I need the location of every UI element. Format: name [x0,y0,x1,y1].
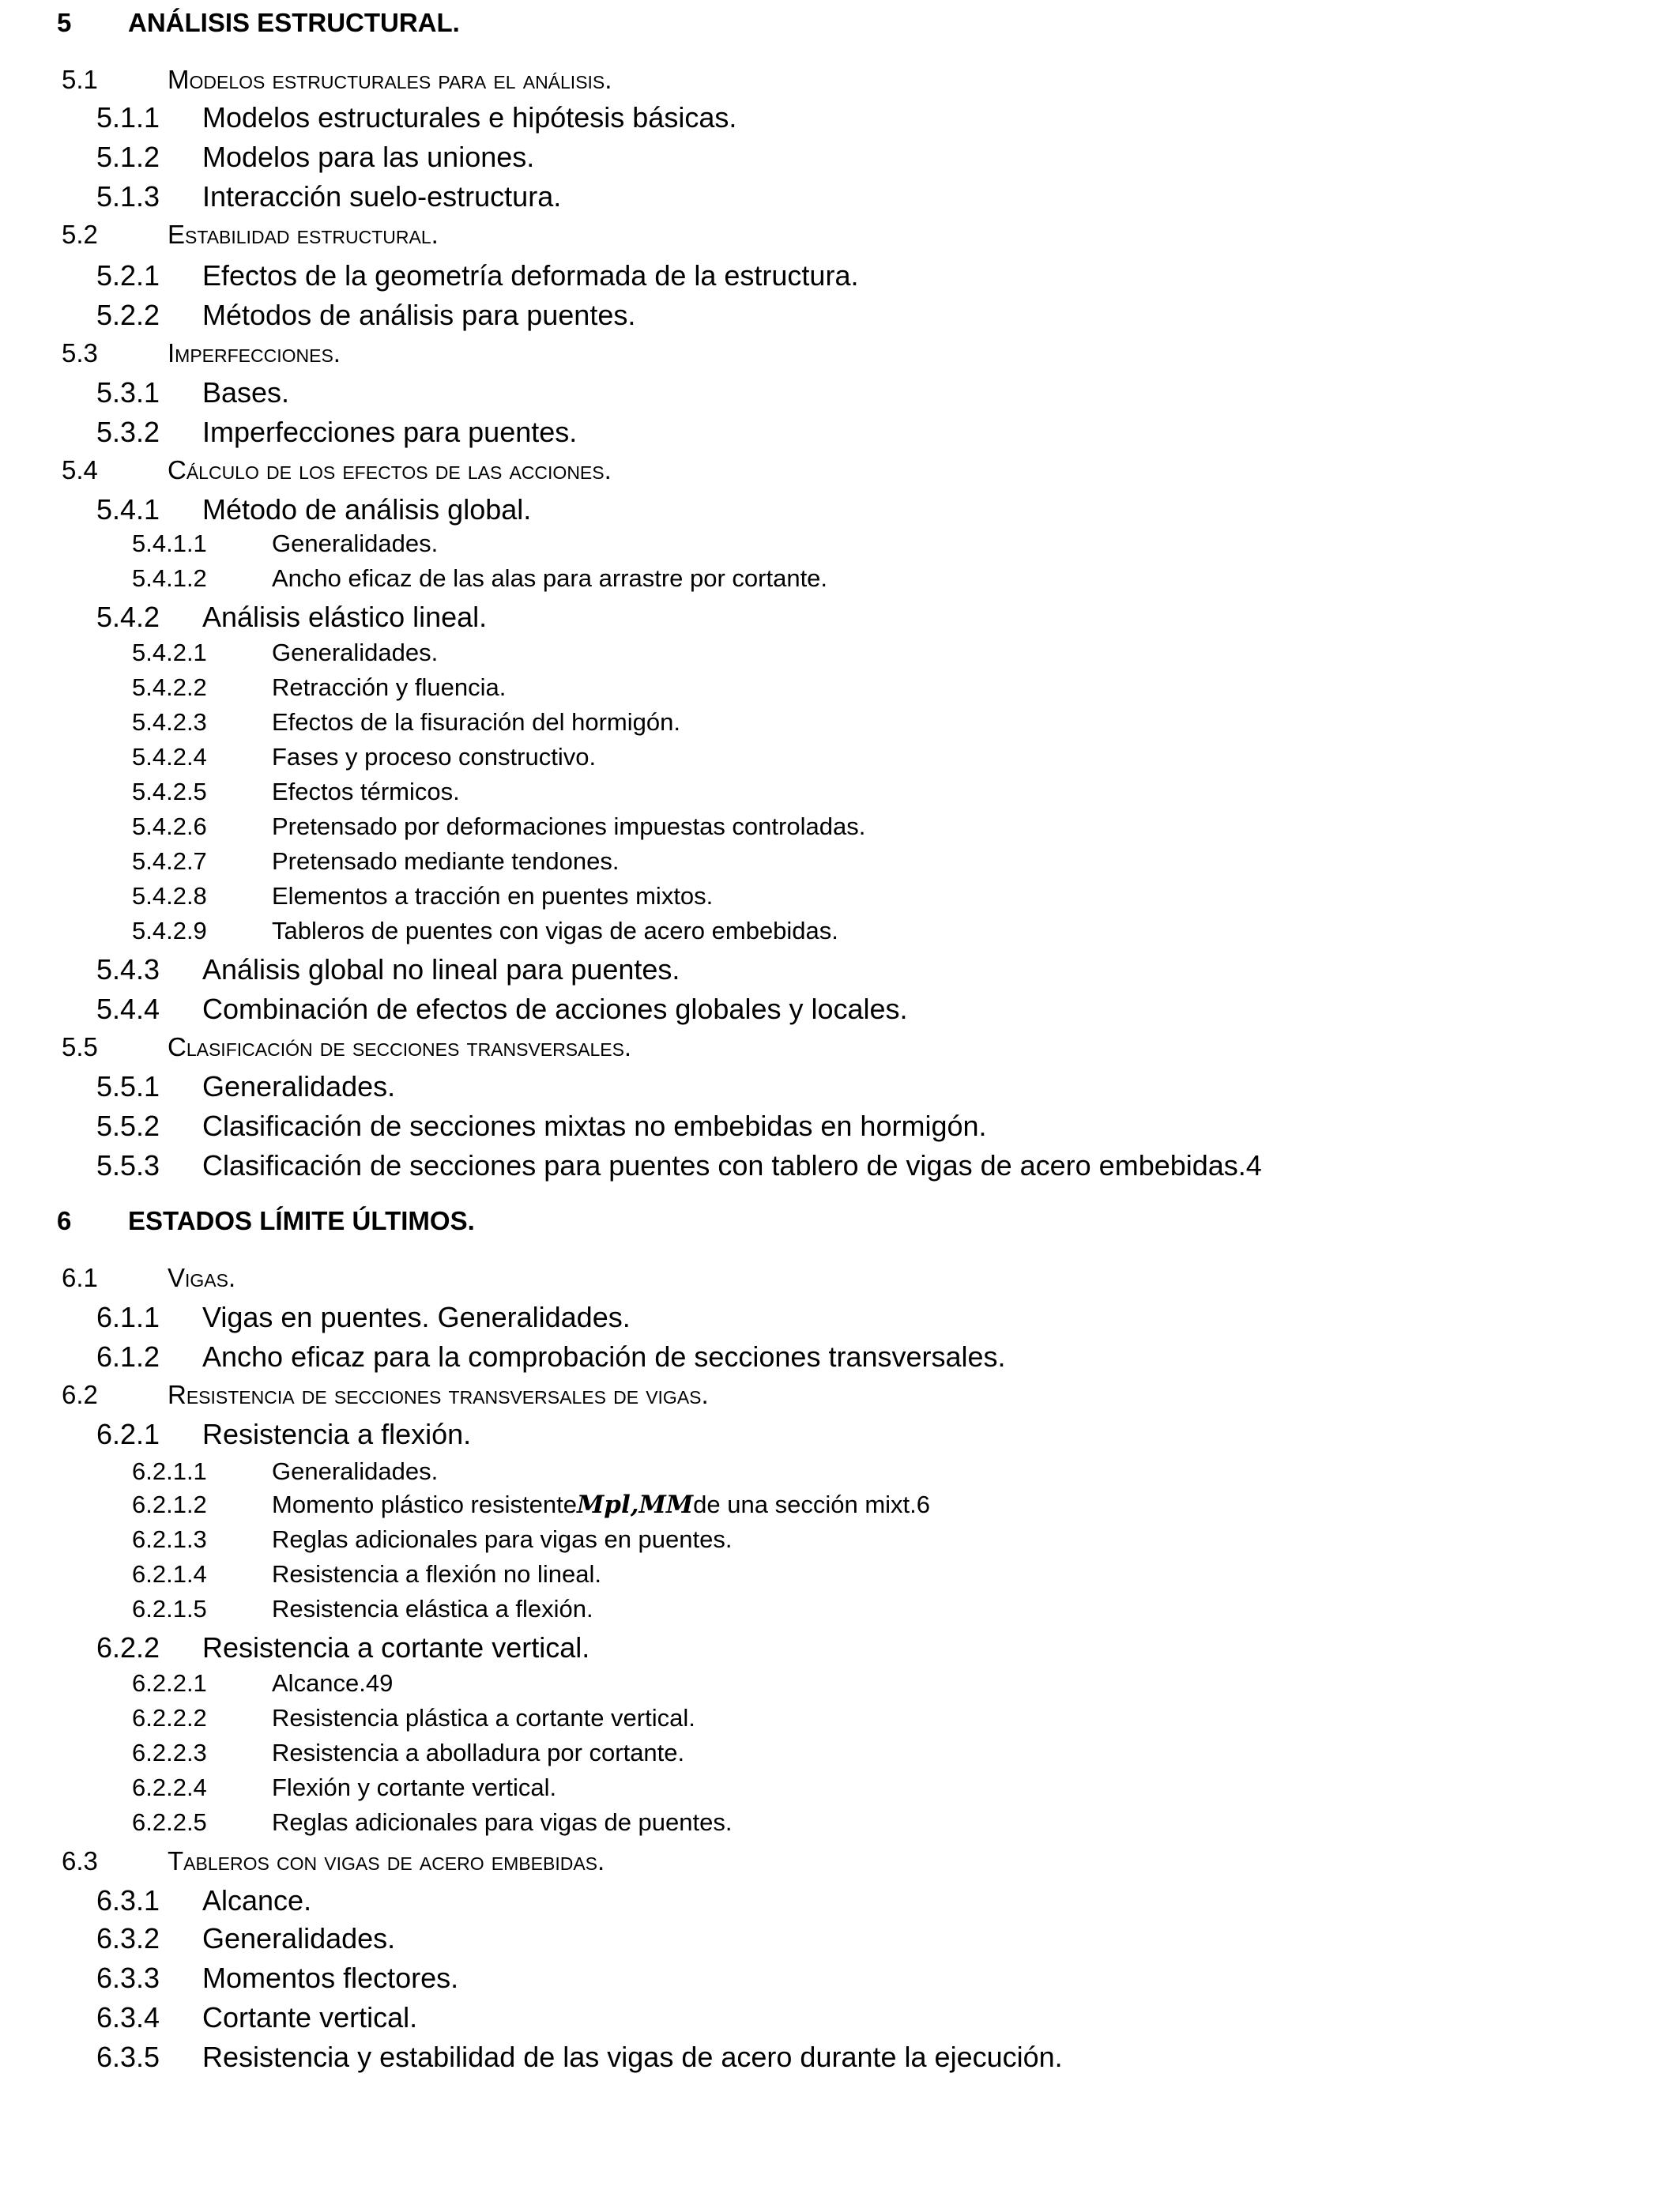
toc-entry-title [272,1457,438,1486]
toc-entry-number: 5.1 [62,65,98,94]
toc-entry-number: 6.2.1 [96,1418,160,1450]
toc-entry-title-text: Métodos de análisis para puentes. [202,299,636,331]
toc-entry-title-text: Modelos para las uniones. [202,141,535,173]
toc-entry-title [168,65,612,95]
toc-entry-title-text: ESTADOS LÍMITE ÚLTIMOS. [128,1206,475,1235]
toc-entry-title-text: Clasificación de secciones mixtas no embebidas en hormigón. [202,1110,987,1142]
toc-entry-title [272,882,713,910]
toc-entry-number: 6.1.2 [96,1340,160,1373]
toc-entry-title [128,1206,475,1236]
toc-entry-title-text: Alcance.49 [272,1669,394,1697]
toc-entry-number: 5.4.2.9 [132,917,207,944]
toc-entry-title [202,259,858,292]
toc-entry-title-text: Combinación de efectos de acciones globales y locales. [202,993,908,1025]
toc-entry-title [272,1491,930,1519]
toc-entry-title [168,1032,631,1062]
toc-entry-title-text: Análisis elástico lineal. [202,601,488,633]
toc-entry-title-text: Resistencia de secciones transversales de vigas. [168,1380,709,1409]
toc-entry-number: 5.2.2 [96,299,160,331]
toc-entry-title [202,141,534,174]
toc-entry-title-text: Resistencia a flexión no lineal. [272,1560,602,1588]
toc-entry-title-text: Alcance. [202,1884,312,1917]
toc-entry-number: 6.3.5 [96,2041,160,2073]
toc-entry-title-text: Fases y proceso constructivo. [272,743,597,771]
toc-entry-title [168,1380,709,1410]
toc-entry-number: 5.4.3 [96,953,160,986]
toc-entry-number: 6.2.1.3 [132,1525,207,1553]
toc-entry-title-text: Vigas en puentes. Generalidades. [202,1301,631,1333]
toc-entry-number: 5.3 [62,338,98,368]
toc-entry-title-text: Momentos flectores. [202,1962,459,1994]
toc-entry-title [128,8,460,38]
toc-entry-title-text: Flexión y cortante vertical. [272,1774,557,1801]
toc-entry-title [202,953,680,986]
toc-entry-number: 6.2.2.3 [132,1739,207,1766]
toc-entry-title [168,1263,235,1293]
toc-entry-number: 5.4.2.4 [132,743,207,771]
toc-entry-number: 6.2.2.1 [132,1669,207,1697]
toc-entry-number: 5.4.2.1 [132,639,207,666]
toc-entry-title-text: Resistencia a abolladura por cortante. [272,1739,685,1766]
toc-entry-number: 6.2.2.5 [132,1808,207,1836]
toc-entry-title [202,1922,395,1955]
toc-entry-title-text: Efectos térmicos. [272,778,460,805]
toc-entry-title-text: Resistencia plástica a cortante vertical. [272,1704,695,1732]
toc-entry-title [272,743,596,771]
toc-entry-title-text: Bases. [202,376,290,409]
toc-entry-title [202,1340,1006,1374]
toc-entry-number: 5.4.1.2 [132,564,207,592]
toc-entry-title-text: Generalidades. [272,530,439,557]
toc-entry-title [202,1149,1262,1182]
toc-entry-title [202,1110,987,1143]
toc-entry-title [202,601,487,634]
toc-entry-title-text: Método de análisis global. [202,493,532,526]
toc-entry-number: 5.4.2.3 [132,708,207,736]
toc-entry-title-text: Resistencia y estabilidad de las vigas de acero durante la ejecución. [202,2041,1063,2073]
toc-entry-title [202,101,736,134]
toc-entry-number: 6 [57,1206,72,1235]
toc-entry-title [272,917,838,945]
toc-entry-title-text: Efectos de la fisuración del hormigón. [272,708,680,736]
toc-entry-title-text: Elementos a tracción en puentes mixtos. [272,882,714,910]
toc-entry-title [202,1418,471,1451]
toc-entry-number: 5.5.1 [96,1070,160,1103]
toc-entry-number: 6.3.4 [96,2001,160,2034]
toc-entry-title-text: Generalidades. [202,1922,396,1955]
toc-entry-title [272,847,619,876]
toc-entry-title-text: Ancho eficaz de las alas para arrastre por cortante. [272,564,828,592]
toc-entry-title-text: Cálculo de los efectos de las acciones. [168,455,612,484]
toc-entry-title [202,1070,395,1103]
toc-entry-title [272,1595,593,1623]
toc-entry-title [202,1301,631,1334]
toc-entry-number: 6.2.2.2 [132,1704,207,1732]
toc-entry-title [272,1669,393,1698]
toc-entry-title [202,1962,458,1995]
toc-entry-title [202,2001,417,2034]
toc-entry-title-text: Clasificación de secciones para puentes con tablero de vigas de acero embebidas.4 [202,1149,1262,1182]
toc-entry-title [168,1846,605,1876]
toc-entry-number: 6.2.1.1 [132,1457,207,1485]
toc-entry-number: 6.3.1 [96,1884,160,1917]
toc-entry-number: 6.2.1.2 [132,1491,207,1518]
toc-entry-number: 5 [57,8,72,37]
toc-entry-title-text: Tableros de puentes con vigas de acero embebidas. [272,917,838,944]
toc-entry-title [202,376,289,409]
toc-entry-number: 6.3.3 [96,1962,160,1994]
toc-entry-number: 5.2.1 [96,259,160,292]
toc-entry-title [272,1525,733,1554]
toc-entry-number: 5.4.2.8 [132,882,207,910]
toc-entry-number: 6.2.2.4 [132,1774,207,1801]
toc-entry-title-text: Resistencia a cortante vertical. [202,1631,590,1664]
toc-entry-number: 6.2 [62,1380,98,1409]
toc-entry-number: 6.3 [62,1846,98,1875]
toc-entry-number: 5.1.1 [96,101,160,134]
toc-entry-title [202,299,635,332]
toc-entry-number: 5.4.2.5 [132,778,207,805]
toc-entry-number: 5.5.3 [96,1149,160,1182]
toc-entry-title [272,1739,684,1767]
toc-entry-number: 6.1.1 [96,1301,160,1333]
toc-entry-title-text: Imperfecciones para puentes. [202,416,578,448]
toc-entry-title-text: Análisis global no lineal para puentes. [202,953,680,986]
toc-entry-number: 5.4.2.6 [132,812,207,840]
toc-entry-number: 5.4.1 [96,493,160,526]
toc-entry-number: 5.4.2.2 [132,673,207,701]
toc-entry-number: 5.3.1 [96,376,160,409]
toc-entry-title [168,338,341,368]
toc-entry-title [202,1884,311,1917]
toc-entry-title [272,530,438,558]
toc-entry-title [272,1808,733,1837]
toc-entry-title-text: Reglas adicionales para vigas de puentes. [272,1808,733,1836]
toc-entry-title-suffix: de una sección mixt.6 [693,1491,930,1518]
toc-entry-title-text: Reglas adicionales para vigas en puentes. [272,1525,733,1553]
toc-entry-title-text: Modelos estructurales e hipótesis básicas. [202,101,737,134]
toc-entry-number: 5.4.2 [96,601,160,633]
toc-entry-number: 6.3.2 [96,1922,160,1955]
toc-entry-title [272,639,438,667]
toc-entry-title [272,778,460,806]
toc-entry-number: 6.2.1.5 [132,1595,207,1623]
toc-entry-number: 6.2.1.4 [132,1560,207,1588]
toc-entry-title-text: Tableros con vigas de acero embebidas. [168,1846,605,1875]
toc-entry-number: 5.1.2 [96,141,160,173]
toc-entry-title-text: Pretensado por deformaciones impuestas controladas. [272,812,866,840]
toc-entry-title-text: Retracción y fluencia. [272,673,507,701]
toc-entry-title-text: Imperfecciones. [168,338,341,368]
toc-entry-number: 5.4.2.7 [132,847,207,875]
toc-entry-title-text: Resistencia a flexión. [202,1418,472,1450]
toc-entry-title-text: Cortante vertical. [202,2001,418,2034]
toc-entry-title-text: Interacción suelo-estructura. [202,180,562,213]
toc-entry-title-text: Vigas. [168,1263,236,1292]
toc-entry-number: 5.2 [62,220,98,249]
toc-entry-number: 6.1 [62,1263,98,1292]
toc-entry-title [202,416,577,449]
toc-entry-number: 5.4 [62,455,98,484]
toc-entry-title-text: ANÁLISIS ESTRUCTURAL. [128,8,460,37]
toc-entry-title [272,1704,695,1732]
toc-entry-title-text: Modelos estructurales para el análisis. [168,65,612,94]
toc-entry-title [272,708,680,737]
toc-entry-title [168,455,612,485]
toc-entry-title [272,673,506,702]
toc-entry-title-text: Estabilidad estructural. [168,220,439,249]
toc-entry-title [202,1631,590,1664]
toc-entry-number: 5.5.2 [96,1110,160,1142]
toc-entry-number: 5.5 [62,1032,98,1061]
toc-entry-title [202,2041,1063,2074]
toc-entry-number: 5.4.1.1 [132,530,207,557]
toc-entry-title-text: Efectos de la geometría deformada de la estructura. [202,259,859,292]
toc-entry-title-text: Pretensado mediante tendones. [272,847,620,875]
toc-entry-number: 5.1.3 [96,180,160,213]
toc-entry-title-text: Generalidades. [272,639,439,666]
toc-entry-number: 5.4.4 [96,993,160,1025]
toc-entry-number: 5.3.2 [96,416,160,448]
toc-entry-math-symbol: Mpl,MM [576,1491,694,1519]
toc-entry-title [272,564,827,593]
toc-entry-title [202,493,531,526]
toc-entry-title-text: Generalidades. [202,1070,396,1103]
toc-entry-title [272,1560,601,1589]
toc-entry-title-text: Ancho eficaz para la comprobación de secciones transversales. [202,1340,1006,1373]
toc-entry-title-text: Generalidades. [272,1457,439,1485]
toc-entry-title [168,220,439,250]
toc-entry-title [202,180,561,213]
toc-entry-title-text: Resistencia elástica a flexión. [272,1595,593,1623]
toc-entry-title [202,993,908,1026]
toc-entry-title-text: Momento plástico resistente [272,1491,577,1518]
toc-entry-title [272,1774,556,1802]
toc-entry-title [272,812,865,841]
toc-entry-number: 6.2.2 [96,1631,160,1664]
toc-entry-title-text: Clasificación de secciones transversales. [168,1032,632,1061]
